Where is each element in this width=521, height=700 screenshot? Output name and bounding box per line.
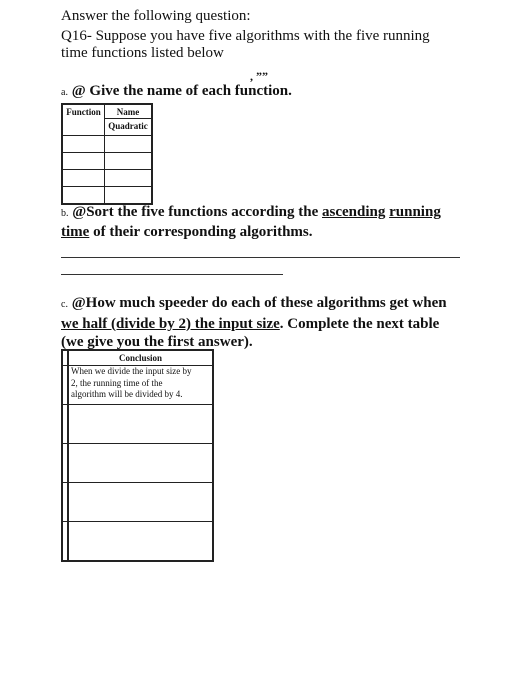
name-cell[interactable] [105, 170, 153, 187]
table-row [62, 153, 152, 170]
first-answer-line: algorithm will be divided by 4. [71, 389, 183, 399]
function-cell[interactable] [62, 136, 105, 153]
table-row [62, 522, 213, 562]
part-a-text: @ Give the name of each function. [71, 83, 292, 99]
name-cell[interactable] [105, 136, 153, 153]
conclusion-table [61, 349, 214, 562]
part-c-line-1 [61, 295, 447, 313]
time-word: time [61, 224, 90, 240]
function-header: Function [62, 104, 105, 136]
function-cell[interactable] [62, 187, 105, 205]
name-cell[interactable] [105, 153, 153, 170]
part-b-marker: b. [61, 208, 69, 219]
quadratic-cell: Quadratic [105, 118, 151, 132]
conclusion-cell[interactable] [68, 405, 213, 444]
function-cell[interactable] [62, 153, 105, 170]
answer-line-1[interactable] [61, 257, 460, 258]
part-c-text: @How much speeder do each of these algorithms get when [71, 295, 447, 311]
conclusion-cell[interactable] [68, 522, 213, 562]
first-answer-cell [68, 366, 213, 405]
question-line-2: time functions listed below [61, 45, 224, 61]
ascending-word: ascending [322, 204, 386, 220]
question-line-1: Q16- Suppose you have five algorithms with the five running [61, 28, 430, 44]
part-b-text: @Sort the five functions according the [72, 204, 323, 220]
stray-marks: , ”” [250, 69, 268, 83]
table-row [62, 187, 152, 205]
answer-line-2[interactable] [61, 274, 283, 275]
table-row [62, 483, 213, 522]
conclusion-header: Conclusion [68, 350, 213, 366]
table-row [62, 366, 213, 405]
half-input-phrase: we half (divide by 2) the input size [61, 316, 280, 332]
part-c-line-2 [61, 316, 439, 333]
table-row [62, 444, 213, 483]
table-row [62, 170, 152, 187]
part-c-text-2: . Complete the next table [279, 316, 440, 332]
table-header-row [62, 104, 152, 136]
part-a-prompt [61, 83, 292, 101]
table-row [62, 136, 152, 153]
instruction-text: Answer the following question: [61, 8, 251, 24]
part-b-line-1 [61, 204, 441, 222]
first-answer-line: 2, the running time of the [71, 377, 163, 388]
conclusion-cell[interactable] [68, 483, 213, 522]
name-header [105, 104, 153, 136]
table-row [62, 405, 213, 444]
name-header-label: Name [116, 107, 140, 117]
function-cell[interactable] [62, 170, 105, 187]
part-b-line-2 [61, 224, 313, 241]
part-c-line-3: (we give you the first answer). [61, 334, 253, 350]
part-c-marker: c. [61, 299, 68, 310]
table-header-row [62, 350, 213, 366]
first-answer-line: When we divide the input size by [71, 366, 192, 376]
running-word: running [389, 204, 441, 220]
conclusion-cell[interactable] [68, 444, 213, 483]
part-b-text-end: of their corresponding algorithms. [89, 224, 313, 240]
function-name-table [61, 103, 153, 205]
part-a-marker: a. [61, 87, 68, 98]
name-cell[interactable] [105, 187, 153, 205]
